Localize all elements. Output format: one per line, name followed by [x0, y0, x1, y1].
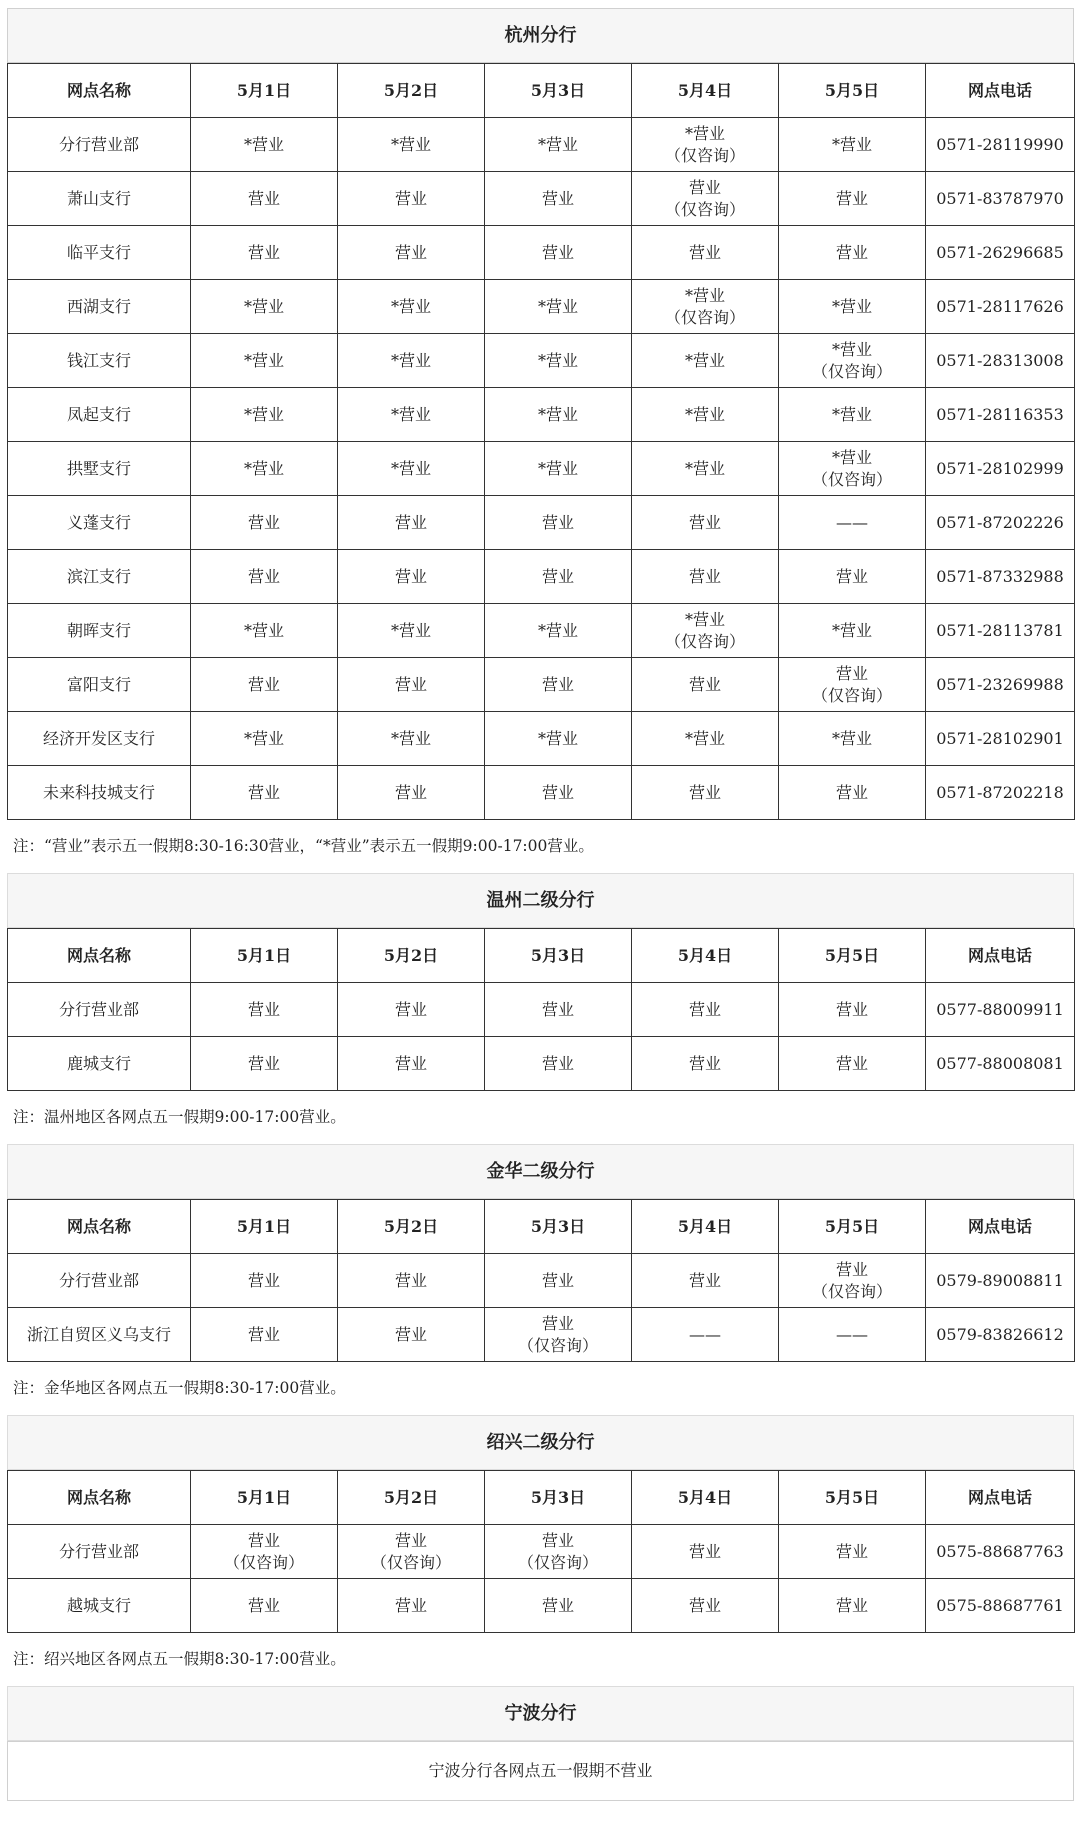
- status-cell: 营业: [191, 1254, 338, 1308]
- phone-cell: 0571-28102999: [926, 442, 1075, 496]
- table-row: [8, 1254, 1075, 1308]
- status-cell: 营业: [338, 226, 485, 280]
- branch-name-cell: 临平支行: [8, 226, 191, 280]
- branch-hours-page: [7, 8, 1074, 1801]
- status-cell: *营业: [485, 388, 632, 442]
- branch-name-cell: 分行营业部: [8, 1254, 191, 1308]
- phone-cell: 0571-28116353: [926, 388, 1075, 442]
- status-cell: *营业: [779, 388, 926, 442]
- status-cell: 营业: [632, 766, 779, 820]
- table-row: [8, 226, 1075, 280]
- table-row: [8, 442, 1075, 496]
- column-header: 5月5日: [779, 64, 926, 118]
- status-cell: *营业: [632, 388, 779, 442]
- status-cell: 营业: [632, 1254, 779, 1308]
- table-row: [8, 766, 1075, 820]
- branch-name-cell: 分行营业部: [8, 118, 191, 172]
- status-cell: 营业: [191, 766, 338, 820]
- status-cell: 营业: [485, 983, 632, 1037]
- section-title-jinhua: 金华二级分行: [7, 1144, 1074, 1199]
- branch-name-cell: 鹿城支行: [8, 1037, 191, 1091]
- status-cell: 营业: [338, 1308, 485, 1362]
- phone-cell: 0571-28119990: [926, 118, 1075, 172]
- status-cell: *营业: [338, 118, 485, 172]
- status-cell: 营业: [191, 1579, 338, 1633]
- table-row: [8, 496, 1075, 550]
- phone-cell: 0571-28117626: [926, 280, 1075, 334]
- status-cell: *营业: [632, 712, 779, 766]
- status-cell: 营业: [191, 226, 338, 280]
- status-cell: *营业: [485, 442, 632, 496]
- phone-cell: 0571-87332988: [926, 550, 1075, 604]
- status-cell: 营业 （仅咨询）: [191, 1525, 338, 1579]
- column-header: 5月5日: [779, 1471, 926, 1525]
- table-header-row: [8, 929, 1075, 983]
- phone-cell: 0579-83826612: [926, 1308, 1075, 1362]
- status-cell: 营业: [191, 1037, 338, 1091]
- status-cell: *营业: [632, 442, 779, 496]
- column-header: 网点名称: [8, 64, 191, 118]
- branch-name-cell: 浙江自贸区义乌支行: [8, 1308, 191, 1362]
- phone-cell: 0575-88687763: [926, 1525, 1075, 1579]
- status-cell: 营业: [485, 1254, 632, 1308]
- status-cell: 营业: [485, 766, 632, 820]
- status-cell: 营业: [191, 496, 338, 550]
- branch-name-cell: 滨江支行: [8, 550, 191, 604]
- status-cell: 营业: [485, 1579, 632, 1633]
- status-cell: *营业: [779, 712, 926, 766]
- status-cell: 营业: [632, 496, 779, 550]
- branch-name-cell: 分行营业部: [8, 1525, 191, 1579]
- phone-cell: 0577-88008081: [926, 1037, 1075, 1091]
- status-cell: *营业: [338, 712, 485, 766]
- section-title-wenzhou: 温州二级分行: [7, 873, 1074, 928]
- status-cell: 营业: [191, 550, 338, 604]
- table-jinhua: [7, 1199, 1075, 1362]
- column-header: 5月3日: [485, 64, 632, 118]
- branch-name-cell: 义蓬支行: [8, 496, 191, 550]
- status-cell: 营业 （仅咨询）: [779, 658, 926, 712]
- status-cell: 营业: [485, 658, 632, 712]
- status-cell: 营业: [338, 172, 485, 226]
- status-cell: 营业: [779, 1579, 926, 1633]
- status-cell: 营业: [338, 496, 485, 550]
- status-cell: 营业: [632, 1525, 779, 1579]
- status-cell: 营业: [779, 983, 926, 1037]
- column-header: 5月1日: [191, 64, 338, 118]
- status-cell: ——: [632, 1308, 779, 1362]
- branch-name-cell: 朝晖支行: [8, 604, 191, 658]
- column-header: 5月2日: [338, 1471, 485, 1525]
- status-cell: *营业 （仅咨询）: [632, 604, 779, 658]
- section-title-hangzhou: 杭州分行: [7, 8, 1074, 63]
- status-cell: 营业: [191, 172, 338, 226]
- column-header: 网点电话: [926, 1471, 1075, 1525]
- table-row: [8, 658, 1075, 712]
- status-cell: *营业: [191, 334, 338, 388]
- status-cell: 营业: [632, 1579, 779, 1633]
- status-cell: 营业: [338, 1254, 485, 1308]
- status-cell: 营业: [779, 550, 926, 604]
- phone-cell: 0577-88009911: [926, 983, 1075, 1037]
- status-cell: *营业: [485, 712, 632, 766]
- status-cell: 营业: [338, 1579, 485, 1633]
- column-header: 网点电话: [926, 64, 1075, 118]
- phone-cell: 0571-87202218: [926, 766, 1075, 820]
- status-cell: *营业: [338, 604, 485, 658]
- status-cell: *营业: [338, 280, 485, 334]
- status-cell: 营业: [485, 496, 632, 550]
- table-row: [8, 280, 1075, 334]
- status-cell: 营业: [338, 983, 485, 1037]
- status-cell: *营业: [779, 604, 926, 658]
- table-header-row: [8, 1200, 1075, 1254]
- branch-name-cell: 未来科技城支行: [8, 766, 191, 820]
- phone-cell: 0571-28102901: [926, 712, 1075, 766]
- ningbo-closed-message: 宁波分行各网点五一假期不营业: [7, 1741, 1074, 1801]
- phone-cell: 0571-26296685: [926, 226, 1075, 280]
- status-cell: 营业: [779, 172, 926, 226]
- status-cell: *营业 （仅咨询）: [632, 118, 779, 172]
- column-header: 5月2日: [338, 1200, 485, 1254]
- status-cell: 营业: [632, 658, 779, 712]
- status-cell: 营业: [779, 1525, 926, 1579]
- table-shaoxing: [7, 1470, 1075, 1633]
- status-cell: 营业 （仅咨询）: [485, 1525, 632, 1579]
- status-cell: 营业: [632, 550, 779, 604]
- phone-cell: 0571-87202226: [926, 496, 1075, 550]
- status-cell: 营业: [191, 1308, 338, 1362]
- note-hangzhou: 注：“营业”表示五一假期8:30-16:30营业，“*营业”表示五一假期9:00-17:00营业。: [13, 837, 594, 855]
- branch-name-cell: 萧山支行: [8, 172, 191, 226]
- column-header: 网点名称: [8, 1200, 191, 1254]
- column-header: 5月3日: [485, 1200, 632, 1254]
- table-row: [8, 1579, 1075, 1633]
- column-header: 网点电话: [926, 1200, 1075, 1254]
- status-cell: 营业: [191, 658, 338, 712]
- column-header: 5月2日: [338, 64, 485, 118]
- table-row: [8, 388, 1075, 442]
- column-header: 5月5日: [779, 929, 926, 983]
- status-cell: *营业: [485, 334, 632, 388]
- section-title-ningbo: 宁波分行: [7, 1686, 1074, 1741]
- phone-cell: 0571-28313008: [926, 334, 1075, 388]
- status-cell: *营业: [338, 442, 485, 496]
- status-cell: 营业 （仅咨询）: [485, 1308, 632, 1362]
- table-row: [8, 550, 1075, 604]
- table-hangzhou: [7, 63, 1075, 820]
- section-title-shaoxing: 绍兴二级分行: [7, 1415, 1074, 1470]
- branch-name-cell: 越城支行: [8, 1579, 191, 1633]
- phone-cell: 0575-88687761: [926, 1579, 1075, 1633]
- status-cell: 营业 （仅咨询）: [632, 172, 779, 226]
- status-cell: *营业 （仅咨询）: [779, 334, 926, 388]
- status-cell: 营业: [779, 766, 926, 820]
- status-cell: 营业: [338, 550, 485, 604]
- status-cell: 营业: [485, 226, 632, 280]
- table-row: [8, 334, 1075, 388]
- status-cell: 营业: [338, 766, 485, 820]
- branch-name-cell: 富阳支行: [8, 658, 191, 712]
- branch-name-cell: 钱江支行: [8, 334, 191, 388]
- table-wenzhou: [7, 928, 1075, 1091]
- table-header-row: [8, 64, 1075, 118]
- column-header: 5月3日: [485, 929, 632, 983]
- status-cell: 营业: [191, 983, 338, 1037]
- status-cell: *营业: [485, 604, 632, 658]
- status-cell: ——: [779, 496, 926, 550]
- status-cell: *营业: [191, 442, 338, 496]
- note-shaoxing: 注：绍兴地区各网点五一假期8:30-17:00营业。: [13, 1650, 346, 1668]
- column-header: 网点名称: [8, 929, 191, 983]
- table-row: [8, 118, 1075, 172]
- status-cell: 营业: [779, 226, 926, 280]
- status-cell: 营业: [338, 1037, 485, 1091]
- table-row: [8, 604, 1075, 658]
- phone-cell: 0571-28113781: [926, 604, 1075, 658]
- column-header: 5月2日: [338, 929, 485, 983]
- status-cell: *营业: [191, 280, 338, 334]
- status-cell: 营业 （仅咨询）: [779, 1254, 926, 1308]
- table-row: [8, 1525, 1075, 1579]
- column-header: 5月1日: [191, 1200, 338, 1254]
- status-cell: *营业: [485, 280, 632, 334]
- table-row: [8, 172, 1075, 226]
- status-cell: 营业: [485, 172, 632, 226]
- column-header: 5月1日: [191, 929, 338, 983]
- column-header: 5月3日: [485, 1471, 632, 1525]
- phone-cell: 0571-23269988: [926, 658, 1075, 712]
- column-header: 5月1日: [191, 1471, 338, 1525]
- column-header: 网点名称: [8, 1471, 191, 1525]
- status-cell: 营业: [632, 226, 779, 280]
- note-wenzhou: 注：温州地区各网点五一假期9:00-17:00营业。: [13, 1108, 346, 1126]
- status-cell: 营业: [632, 983, 779, 1037]
- phone-cell: 0579-89008811: [926, 1254, 1075, 1308]
- status-cell: 营业: [485, 550, 632, 604]
- status-cell: 营业: [485, 1037, 632, 1091]
- table-header-row: [8, 1471, 1075, 1525]
- branch-name-cell: 拱墅支行: [8, 442, 191, 496]
- column-header: 5月5日: [779, 1200, 926, 1254]
- note-jinhua: 注：金华地区各网点五一假期8:30-17:00营业。: [13, 1379, 346, 1397]
- status-cell: *营业: [191, 712, 338, 766]
- status-cell: 营业: [779, 1037, 926, 1091]
- status-cell: *营业: [632, 334, 779, 388]
- status-cell: 营业: [632, 1037, 779, 1091]
- table-row: [8, 1037, 1075, 1091]
- status-cell: *营业: [191, 604, 338, 658]
- branch-name-cell: 西湖支行: [8, 280, 191, 334]
- column-header: 5月4日: [632, 1200, 779, 1254]
- column-header: 5月4日: [632, 1471, 779, 1525]
- status-cell: *营业: [338, 334, 485, 388]
- status-cell: *营业: [779, 118, 926, 172]
- branch-name-cell: 分行营业部: [8, 983, 191, 1037]
- status-cell: 营业: [338, 658, 485, 712]
- status-cell: *营业: [191, 388, 338, 442]
- column-header: 5月4日: [632, 929, 779, 983]
- status-cell: *营业 （仅咨询）: [632, 280, 779, 334]
- table-row: [8, 712, 1075, 766]
- column-header: 网点电话: [926, 929, 1075, 983]
- branch-name-cell: 凤起支行: [8, 388, 191, 442]
- status-cell: 营业 （仅咨询）: [338, 1525, 485, 1579]
- phone-cell: 0571-83787970: [926, 172, 1075, 226]
- status-cell: ——: [779, 1308, 926, 1362]
- status-cell: *营业: [338, 388, 485, 442]
- status-cell: *营业: [485, 118, 632, 172]
- table-row: [8, 1308, 1075, 1362]
- table-row: [8, 983, 1075, 1037]
- status-cell: *营业: [779, 280, 926, 334]
- status-cell: *营业: [191, 118, 338, 172]
- branch-name-cell: 经济开发区支行: [8, 712, 191, 766]
- column-header: 5月4日: [632, 64, 779, 118]
- status-cell: *营业 （仅咨询）: [779, 442, 926, 496]
